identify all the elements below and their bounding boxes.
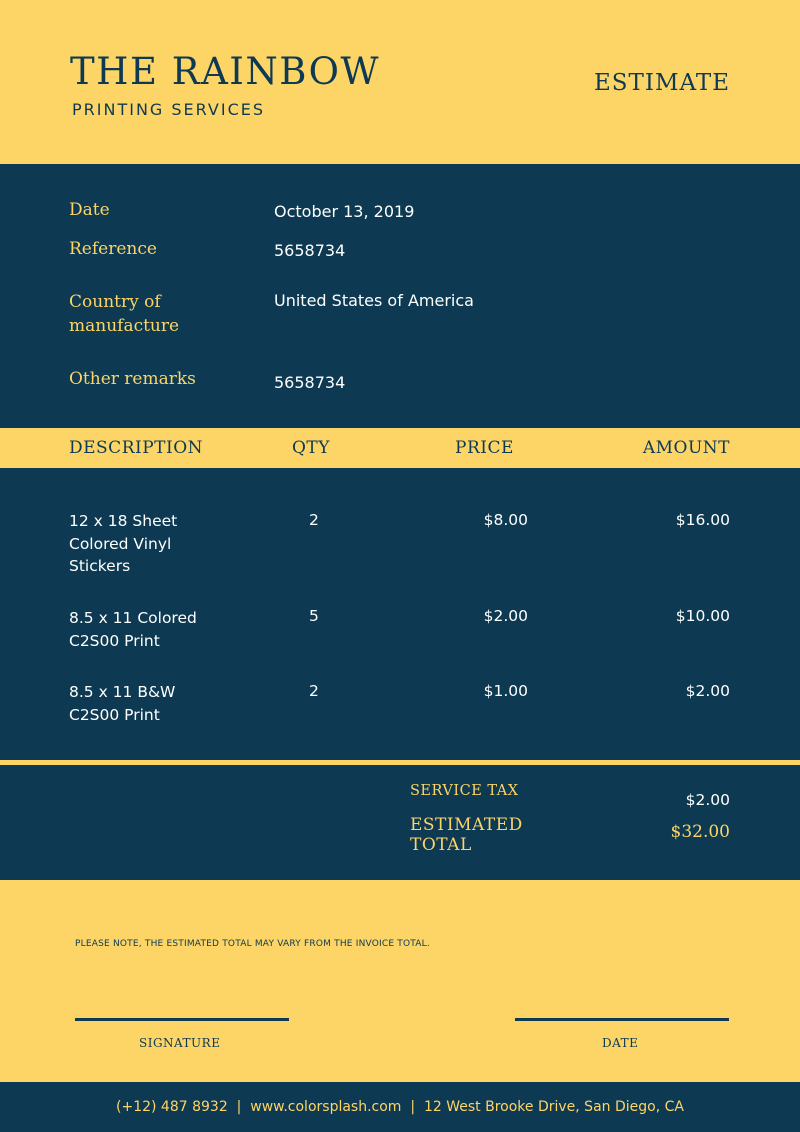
- country-value: United States of America: [274, 291, 474, 310]
- totals-section: [0, 765, 800, 880]
- date-value: October 13, 2019: [274, 202, 415, 221]
- item-description-line: 8.5 x 11 Colored: [69, 609, 197, 627]
- date-label: Date: [69, 200, 110, 220]
- footer-address: 12 West Brooke Drive, San Diego, CA: [423, 1099, 684, 1115]
- item-description-line: C2S00 Print: [69, 631, 160, 650]
- column-header-description: DESCRIPTION: [69, 438, 204, 458]
- footer-contact: [0, 1099, 800, 1115]
- estimated-total-value: $32.00: [670, 822, 730, 842]
- column-header-amount: AMOUNT: [642, 438, 730, 458]
- item-qty: 5: [309, 607, 319, 625]
- column-header-price: PRICE: [455, 438, 514, 458]
- footer: [0, 1082, 800, 1132]
- country-label-line1: Country of: [69, 292, 161, 312]
- item-description: [69, 681, 229, 726]
- disclaimer-note: PLEASE NOTE, THE ESTIMATED TOTAL MAY VARY FROM THE INVOICE TOTAL.: [75, 939, 430, 949]
- service-tax-label: SERVICE TAX: [410, 783, 519, 799]
- signature-label: SIGNATURE: [139, 1036, 221, 1050]
- estimate-info-section: [0, 164, 800, 428]
- signature-line: [75, 1018, 289, 1021]
- table-header: [0, 428, 800, 468]
- service-tax-value: $2.00: [685, 791, 730, 809]
- estimated-total-label-line: ESTIMATED: [410, 815, 523, 835]
- reference-value: 5658734: [274, 241, 346, 260]
- item-amount: $16.00: [675, 511, 730, 529]
- footer-separator: |: [236, 1099, 242, 1115]
- reference-label: Reference: [69, 239, 157, 259]
- item-description-line: Colored Vinyl: [69, 534, 172, 553]
- remarks-label: Other remarks: [69, 369, 196, 389]
- footer-website[interactable]: www.colorsplash.com: [250, 1099, 402, 1115]
- footer-separator: |: [410, 1099, 416, 1115]
- item-price: $8.00: [483, 511, 528, 529]
- estimated-total-label-line: TOTAL: [410, 835, 472, 855]
- remarks-value: 5658734: [274, 373, 346, 392]
- item-description-line: C2S00 Print: [69, 705, 160, 724]
- item-amount: $10.00: [675, 607, 730, 625]
- estimated-total-label: [410, 815, 523, 855]
- column-header-qty: QTY: [292, 438, 330, 458]
- item-description: [69, 607, 229, 652]
- date-signature-label: DATE: [602, 1036, 639, 1050]
- header: [0, 0, 800, 164]
- item-price: $2.00: [483, 607, 528, 625]
- item-description-line: 12 x 18 Sheet: [69, 512, 178, 530]
- item-amount: $2.00: [685, 682, 730, 700]
- line-items: [0, 468, 800, 760]
- item-qty: 2: [309, 511, 319, 529]
- item-description-line: 8.5 x 11 B&W: [69, 683, 176, 701]
- footer-phone: (+12) 487 8932: [116, 1099, 228, 1115]
- company-name: THE RAINBOW: [70, 50, 381, 93]
- item-qty: 2: [309, 682, 319, 700]
- company-tagline: PRINTING SERVICES: [72, 100, 266, 119]
- item-price: $1.00: [483, 682, 528, 700]
- item-description-line: Stickers: [69, 557, 131, 575]
- country-label-line2: manufacture: [69, 316, 180, 336]
- document-type: ESTIMATE: [593, 70, 730, 96]
- date-signature-line: [515, 1018, 729, 1021]
- item-description: [69, 510, 229, 578]
